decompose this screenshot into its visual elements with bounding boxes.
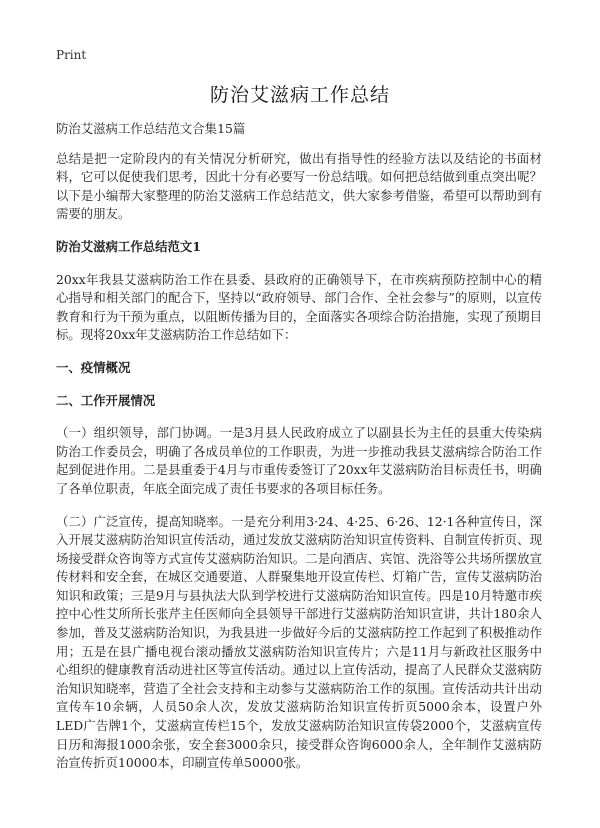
- print-label: Print: [56, 48, 87, 62]
- intro-paragraph: 总结是把一定阶段内的有关情况分析研究，做出有指导性的经验方法以及结论的书面材料，它可以促使我们思考，因此十分有必要写一份总结哦。如何把总结做到重点突出呢？以下是小编帮大家整理的防治艾滋病工作总结范文，供大家参考借鉴，希望可以帮助到有需要的朋友。: [56, 150, 542, 222]
- section-heading-example-1: 防治艾滋病工作总结范文1: [56, 238, 201, 254]
- document-body: [56, 120, 542, 773]
- paragraph-overview: 20xx年我县艾滋病防治工作在县委、县政府的正确领导下，在市疾病预防控制中心的精心指导和相关部门的配合下，坚持以“政府领导、部门合作、全社会参与”的原则，以宣传教育和行为干预为重点，以阻断传播为目的，全面落实各项综合防治措施，实现了预期目标。现将20xx年艾滋病防治工作总结如下：: [56, 271, 542, 343]
- paragraph-organization: （一）组织领导，部门协调。一是3月县人民政府成立了以副县长为主任的县重大传染病防治工作委员会，明确了各成员单位的工作职责，为进一步推动我县艾滋病综合防治工作起到促进作用。二是县重委于4月与市重传委签订了20xx年艾滋病防治目标责任书，明确了各单位职责，年底全面完成了责任书要求的各项目标任务。: [56, 425, 542, 496]
- heading-epidemic-overview: 一、疫情概况: [56, 359, 131, 375]
- document-title: 防治艾滋病工作总结: [209, 84, 390, 106]
- document-subtitle: 防治艾滋病工作总结范文合集15篇: [56, 121, 246, 136]
- heading-work-progress: 二、工作开展情况: [56, 392, 156, 408]
- paragraph-publicity: （二）广泛宣传，提高知晓率。一是充分利用3·24、4·25、6·26、12·1各种宣传日，深入开展艾滋病防治知识宣传活动，通过发放艾滋病防治知识宣传资料、自制宣传折页、现场接受群众咨询等方式宣传艾滋病防治知识。二是向酒店、宾馆、洗浴等公共场所摆放宣传材料和安全套，在城区交通要道、人群聚集地开设宣传栏、灯箱广告，宣传艾滋病防治知识和政策；三是9月与县执法大队到学校进行艾滋病防治知识宣传。四是10月特邀市疾控中心性艾所所长张芹主任医师向全县领导干部进行艾滋病防治知识宣讲，共计180余人参加，普及艾滋病防治知识，为我县进一步做好今后的艾滋病防控工作起到了积极推动作用；五是在县广播电视台滚动播放艾滋病防治知识宣传片；六是11月与新政社区服务中心组织的健康教育活动进社区等宣传活动。通过以上宣传活动，提高了人民群众艾滋病防治知识知晓率，营造了全社会支持和主动参与艾滋病防治工作的氛围。宣传活动共计出动宣传车10余辆，人员50余人次，发放艾滋病防治知识宣传折页5000余本，设置户外LED广告牌1个，艾滋病宣传栏15个，发放艾滋病防治知识宣传袋2000个，艾滋病宣传日历和海报1000余张，安全套3000余只，接受群众咨询6000余人，全年制作艾滋病防治宣传折页10000本，印刷宣传单50000张。: [56, 513, 542, 771]
